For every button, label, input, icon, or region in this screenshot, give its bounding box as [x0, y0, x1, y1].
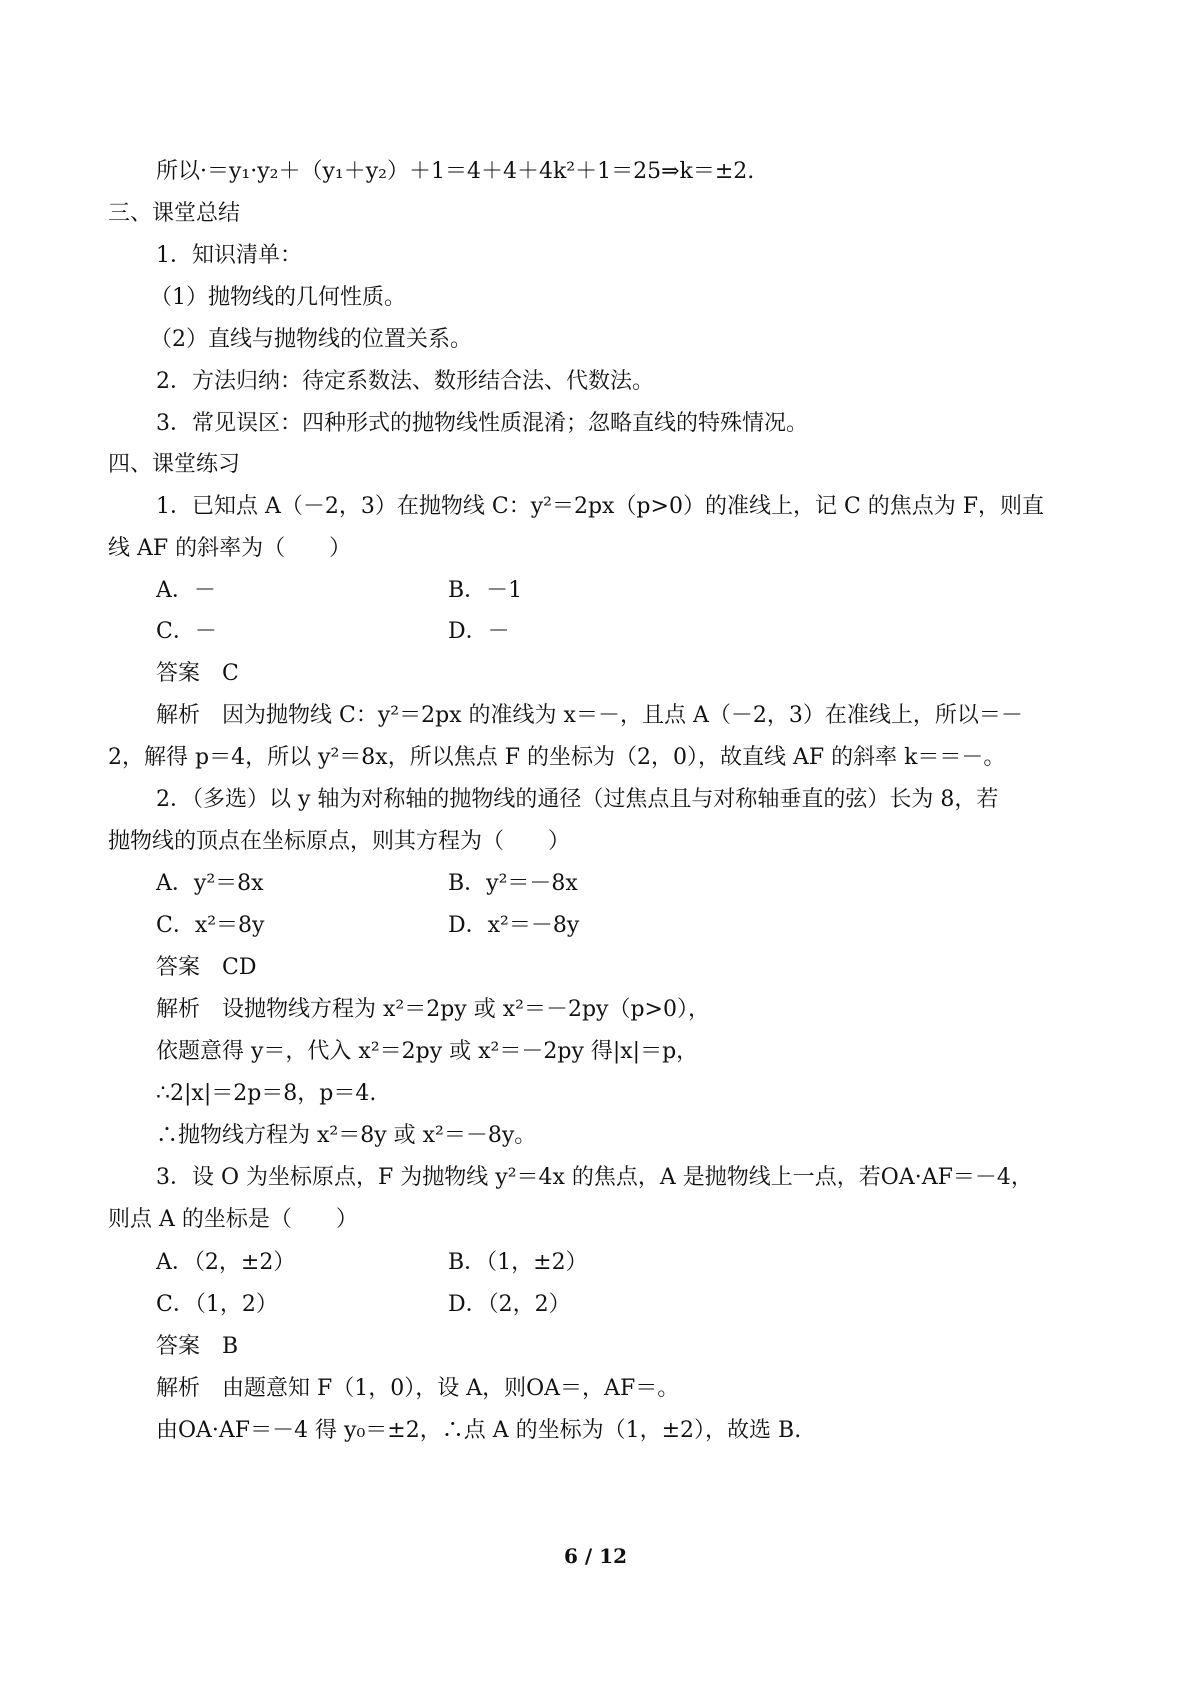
- text-line: 2．方法归纳：待定系数法、数形结合法、代数法。: [156, 369, 654, 394]
- choice-c: C．x²＝8y: [156, 913, 265, 938]
- solution-line: 依题意得 y＝，代入 x²＝2py 或 x²＝－2py 得|x|＝p，: [156, 1039, 699, 1064]
- choice-b: B．y²＝－8x: [448, 871, 578, 896]
- solution-line: 由OA·AF＝－4 得 y₀＝±2，∴点 A 的坐标为（1，±2），故选 B.: [156, 1418, 802, 1443]
- answer-line: 答案 B: [156, 1334, 239, 1359]
- solution-line: 解析 因为抛物线 C：y²＝2px 的准线为 x＝－，且点 A（－2，3）在准线上，所以＝－: [156, 703, 1023, 728]
- answer-line: 答案 CD: [156, 955, 257, 980]
- solution-line: 解析 设抛物线方程为 x²＝2py 或 x²＝－2py（p>0），: [156, 997, 710, 1022]
- solution-line: ∴抛物线方程为 x²＝8y 或 x²＝－8y。: [156, 1123, 537, 1148]
- question-text: 1．已知点 A（－2，3）在抛物线 C：y²＝2px（p>0）的准线上，记 C 的焦点为 F，则直: [156, 494, 1045, 519]
- section-heading: 四、课堂练习: [108, 452, 241, 477]
- choice-a: A．－: [156, 578, 216, 603]
- page-number: 6 / 12: [564, 1544, 627, 1568]
- text-line: 3．常见误区：四种形式的抛物线性质混淆；忽略直线的特殊情况。: [156, 411, 808, 436]
- text-line: 1．知识清单：: [156, 243, 302, 268]
- choice-d: D．－: [448, 619, 510, 644]
- choice-d: D．x²＝－8y: [448, 913, 580, 938]
- question-text: 3．设 O 为坐标原点，F 为抛物线 y²＝4x 的焦点，A 是抛物线上一点，若OA·AF＝－4，: [156, 1165, 1033, 1190]
- solution-line: 2，解得 p＝4，所以 y²＝8x，所以焦点 F 的坐标为（2，0），故直线 AF 的斜率 k＝＝－。: [108, 745, 1006, 770]
- text-line: （2）直线与抛物线的位置关系。: [150, 327, 472, 352]
- section-heading: 三、课堂总结: [108, 201, 241, 226]
- choice-c: C．（1，2）: [156, 1292, 278, 1317]
- question-text: 线 AF 的斜率为（ ）: [108, 536, 352, 561]
- solution-line: 解析 由题意知 F（1，0），设 A，则OA＝，AF＝。: [156, 1376, 680, 1401]
- choice-b: B．－1: [448, 578, 523, 603]
- question-text: 抛物线的顶点在坐标原点，则其方程为（ ）: [108, 829, 571, 854]
- question-text: 2．（多选）以 y 轴为对称轴的抛物线的通径（过焦点且与对称轴垂直的弦）长为 8，若: [156, 787, 999, 812]
- text-line: 所以·＝y₁·y₂＋（y₁＋y₂）＋1＝4＋4＋4k²＋1＝25⇒k＝±2.: [156, 159, 755, 184]
- answer-line: 答案 C: [156, 661, 239, 686]
- choice-b: B．（1，±2）: [448, 1250, 588, 1275]
- choice-a: A．y²＝8x: [156, 871, 264, 896]
- text-line: （1）抛物线的几何性质。: [150, 285, 406, 310]
- choice-d: D．（2，2）: [448, 1292, 571, 1317]
- choice-c: C．－: [156, 619, 217, 644]
- choice-a: A．（2，±2）: [156, 1250, 296, 1275]
- solution-line: ∴2|x|＝2p＝8，p＝4.: [156, 1081, 377, 1106]
- question-text: 则点 A 的坐标是（ ）: [108, 1207, 358, 1232]
